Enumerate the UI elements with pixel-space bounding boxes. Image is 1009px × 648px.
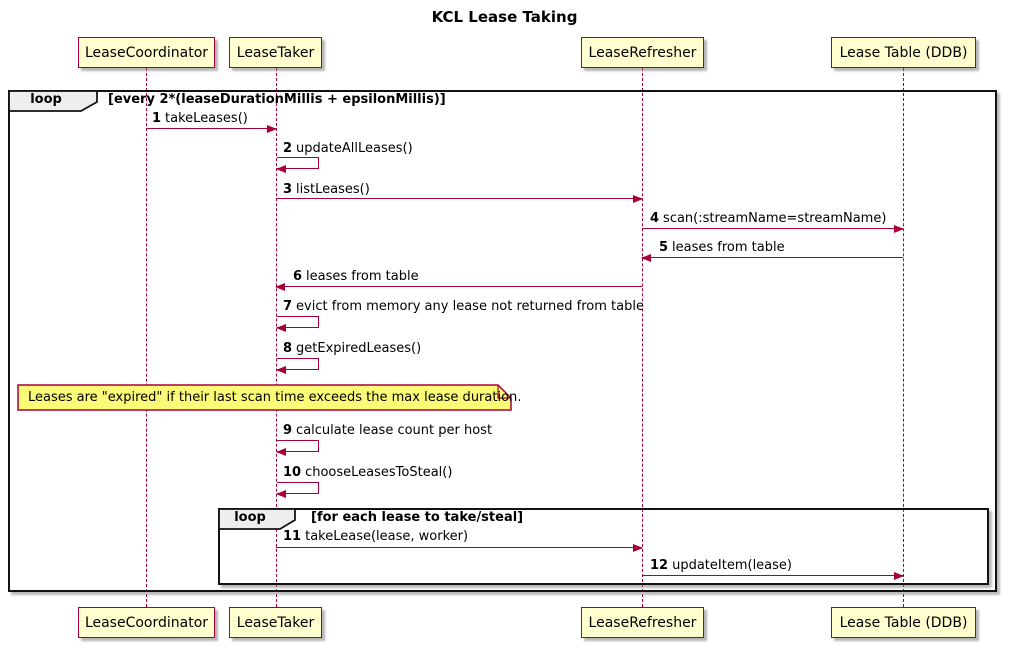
message-9-label: 9 calculate lease count per host xyxy=(283,423,493,438)
participant-top-leasecoordinator: LeaseCoordinator xyxy=(78,37,215,68)
message-7-label: 7 evict from memory any lease not returned from table xyxy=(283,299,644,314)
message-2-self-arrow xyxy=(277,157,319,169)
message-3-arrow xyxy=(276,198,642,199)
message-1-label: 1 takeLeases() xyxy=(152,111,248,126)
message-1-arrow xyxy=(146,128,276,129)
message-5-arrow xyxy=(642,257,903,258)
message-4-arrow xyxy=(642,228,903,229)
message-6-arrow xyxy=(276,286,642,287)
message-8-self-arrow xyxy=(277,358,319,370)
message-10-self-arrow xyxy=(277,482,319,494)
participant-bottom-leasetaker: LeaseTaker xyxy=(229,607,322,638)
message-12-label: 12 updateItem(lease) xyxy=(650,558,792,573)
participant-top-leaserefresher: LeaseRefresher xyxy=(581,37,704,68)
message-2-label: 2 updateAllLeases() xyxy=(283,141,413,156)
inner-loop-condition: [for each lease to take/steal] xyxy=(311,510,524,525)
outer-loop-condition: [every 2*(leaseDurationMillis + epsilonMillis)] xyxy=(108,92,446,107)
message-5-label: 5 leases from table xyxy=(659,240,785,255)
diagram-title: KCL Lease Taking xyxy=(431,8,578,26)
participant-bottom-leaserefresher: LeaseRefresher xyxy=(581,607,704,638)
message-11-arrow xyxy=(276,547,642,548)
message-3-label: 3 listLeases() xyxy=(283,182,370,197)
participant-bottom-leasecoordinator: LeaseCoordinator xyxy=(78,607,215,638)
message-10-label: 10 chooseLeasesToSteal() xyxy=(283,465,453,480)
participant-bottom-leasetable: Lease Table (DDB) xyxy=(831,607,976,638)
message-6-label: 6 leases from table xyxy=(293,269,419,284)
message-4-label: 4 scan(:streamName=streamName) xyxy=(650,211,887,226)
message-9-self-arrow xyxy=(277,440,319,452)
message-7-self-arrow xyxy=(277,316,319,328)
inner-loop-keyword: loop xyxy=(234,510,266,525)
outer-loop-keyword: loop xyxy=(30,92,62,107)
message-8-label: 8 getExpiredLeases() xyxy=(283,341,422,356)
message-12-arrow xyxy=(642,575,903,576)
participant-top-leasetable: Lease Table (DDB) xyxy=(831,37,976,68)
message-11-label: 11 takeLease(lease, worker) xyxy=(283,529,469,544)
note-text: Leases are "expired" if their last scan time exceeds the max lease duration. xyxy=(28,390,522,405)
participant-top-leasetaker: LeaseTaker xyxy=(229,37,322,68)
